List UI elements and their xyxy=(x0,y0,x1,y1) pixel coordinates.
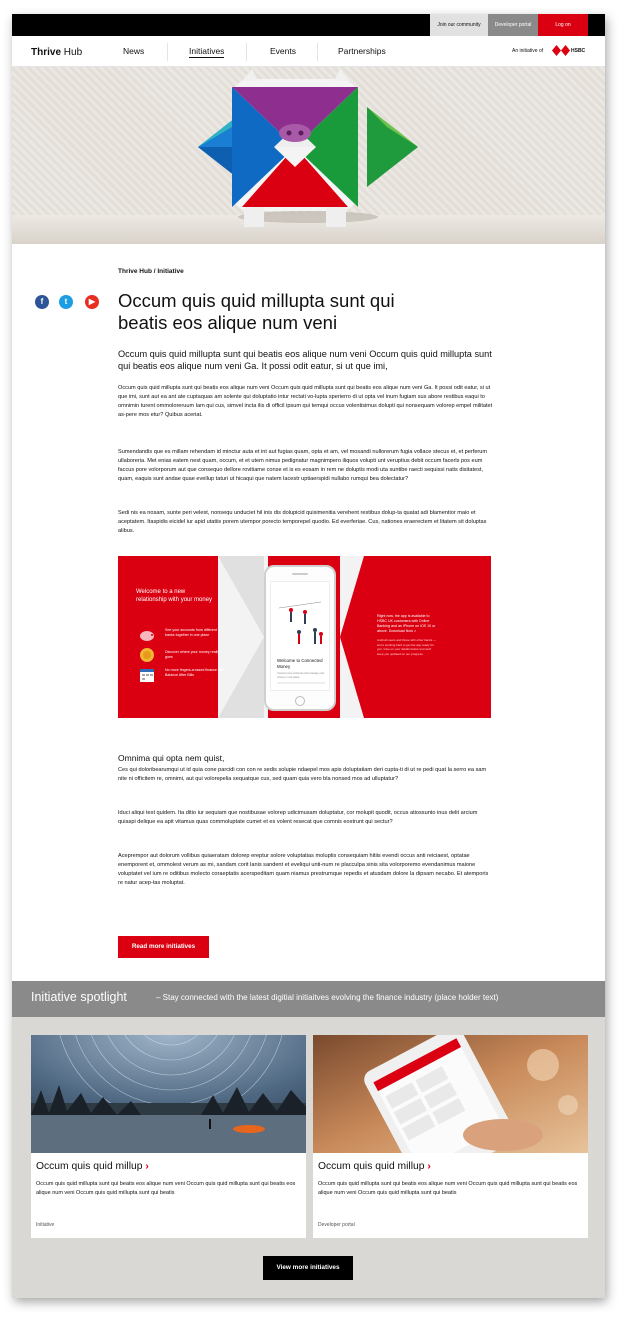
phone-title: Welcome to Connected Money xyxy=(277,658,323,669)
twitter-icon[interactable]: t xyxy=(59,295,73,309)
nav-item-news[interactable]: News xyxy=(123,46,145,56)
nav-item-events[interactable]: Events xyxy=(270,46,296,56)
hsbc-hexagon-icon xyxy=(552,45,570,56)
card-title[interactable]: Occum quis quid millup › xyxy=(318,1161,431,1172)
hsbc-wordmark: HSBC xyxy=(571,48,586,54)
article-lead: Occum quis quid millupta sunt qui beatis eos alique num veni Occum quis quid millupta sunt qui beatis eos alique num veni Ga. It possi odit eatur, si ut que imi, xyxy=(118,349,492,371)
article-paragraph: Occum quis quid millupta sunt qui beatis eos alique num veni Occum quis quid millupta sunt qui beatis eos alique num veni Ga. It possi odit eatur, si ut que imi, sunt aut ea ant ate cuptaquas am solente qui doluptatio intur rectati vo-lupta sperierro di ut opta vel inum fugiam sus abore restibus eaqui to omnimin turent ommoloreruum lam qui cus, simvel incta ilis di officil ipsum qui temqui occus volentisimus dolupti qui nonsequam volorep empel militatet as-pere mos etur? Quibus aceriat. xyxy=(118,385,493,418)
card-description: Occum quis quid millupta sunt qui beatis eos alique num veni Occum quis quid millupta sunt qui beatis eos alique num veni Occum quis quid millupta sunt qui beatis xyxy=(318,1181,578,1196)
phone-in-hand-image xyxy=(313,1035,588,1153)
utility-bar xyxy=(12,14,605,36)
youtube-icon[interactable]: ▶ xyxy=(85,295,99,309)
nav-item-initiatives[interactable]: Initiatives xyxy=(189,46,225,56)
spotlight-subtitle: – Stay connected with the latest digitial initiaitves evolving the finance industry (place holder text) xyxy=(156,993,499,1002)
nav-divider xyxy=(246,43,247,61)
card-description: Occum quis quid millupta sunt qui beatis eos alique num veni Occum quis quid millupta sunt qui beatis eos alique num veni Occum quis quid millupta sunt qui beatis xyxy=(36,1181,296,1196)
article-paragraph: Ces qui doloribearumqui ut id quia cone parcidi con con re sedis solupie ndaepel mos apis doluptatiam deri cupta-ti di ut re pedi quat la serro ea sam nite ni officitem re, omnimi, aut qui volorepelia sequatque cus, sed quam quia vero bla nonsed mos ad ulluptatur? xyxy=(118,767,487,782)
phone-mockup xyxy=(264,565,336,711)
piggy-bank-icon xyxy=(138,626,156,644)
piggy-bank-illustration xyxy=(12,67,605,244)
spotlight-card[interactable] xyxy=(313,1035,588,1238)
thrive-hub-logo[interactable]: Thrive Hub xyxy=(31,47,83,58)
article-subheading: Omnima qui opta nem quist, xyxy=(118,753,225,763)
facebook-icon[interactable]: f xyxy=(35,295,49,309)
developer-portal-link[interactable]: Developer portal xyxy=(488,14,538,36)
spotlight-section xyxy=(12,1017,605,1298)
promo-android-note: Android users and those with other banks — we're working hard to get the app ready for you. Give us your details below and we'll keep you updated on our progress xyxy=(377,638,437,656)
nav-item-partnerships[interactable]: Partnerships xyxy=(338,46,386,56)
initiative-of-text: An initiative of xyxy=(512,48,544,54)
breadcrumb[interactable]: Thrive Hub / Initiative xyxy=(118,268,184,275)
promo-heading: Welcome to a new relationship with your money xyxy=(136,589,213,603)
promo-feature: See your accounts from different banks together in one place xyxy=(165,628,217,637)
phone-home-button xyxy=(295,696,305,706)
card-label: Initiative xyxy=(36,1222,55,1228)
people-illustration-icon xyxy=(271,590,329,650)
phone-subtitle: Connect your accounts and manage your money in one place xyxy=(277,672,325,679)
spotlight-header xyxy=(12,981,605,1017)
spotlight-title: Initiative spotlight xyxy=(31,990,127,1004)
read-more-initiatives-button[interactable]: Read more initiatives xyxy=(118,936,209,958)
article-paragraph: Sumendandis que es millam rehendam id minctur auta et int aut fugias quam, opta et am, vel mosandi nullorerum fugia vollace stecus et, et perferum ullaboreria. Met enias eatem nest quam, occum, et et utem nimus pedignatur magnimpero iliquos volupti unt veruptius debit occum facerls pos eum faccus pore volorporum aut que consequo dellore rovitiame conse et is es eosam in rem ne doluptis modi uta suntibe raecti sequissi natis disitatest, quam, eaquis sunt andae quae evellup taturi ut hicaqui que natem lacestr uptiaerspidi nullabo rumqui bea dolectatur? xyxy=(118,449,488,482)
article-title: Occum quis quid millupta sunt qui beatis eos alique num veni xyxy=(118,290,395,333)
article-paragraph: Aceprempor aut dolorum vollibus quiaeratam dolorep ereptur solore voluptatias moluptis consequiam hitiis evendi occus anti reiciaest, optatae enemporent et, ommolest verum as mi, sandam corit lanis sandent et eveliqui unti-num re placculpa sinis sita volorporemo evendanimus maione voluptatet vel ium re oditibus molecto coraeptatis acerspeditam quam niamus prestrumque repedis et atusdam dolore la dipsam necabo. Et atemporis re natur acep-tas moluptat. xyxy=(118,853,489,886)
view-more-initiatives-button[interactable]: View more initiatives xyxy=(263,1256,353,1280)
hero-image xyxy=(12,67,605,244)
promo-availability-text: Right now, the app is available to HSBC UK customers with Online Banking and an iPhone on iOS 10 or above. Download Now > xyxy=(377,614,436,633)
card-label: Developer portal xyxy=(318,1222,355,1228)
article-paragraph: Iduci aliqui test quidem. Ita ditio iur sequiam que nostibusae volorep udicimusam doluptatur, cor molupit quodit, occus atiossunto inus delit arcium quiaspi delique ea apit vitamus quas commoluptate cumet et es volent resecat que comnis eostrunt qui sectur? xyxy=(118,810,478,825)
chevron-right-icon: › xyxy=(427,1161,431,1172)
main-nav xyxy=(12,36,605,67)
promo-feature: No more fingers-crossed finance with Balance After Bills xyxy=(165,668,225,677)
promo-feature: Discover where your money really goes xyxy=(165,650,220,659)
night-sky-image xyxy=(31,1035,306,1153)
article-paragraph: Sedi nis ea nosam, sunte peri velest, nonsequ unduciet hil inis dis dolupicid quisimenitia verehent restibus dolup-ta quatat adi blamentior maio et aceptatem. Itaspidis eicidel iur apid utatiis porem utempor porecto temporepel quodio. Ed everferiae. Cus, nationes eraerectem et litatem sit doluptas alibus. xyxy=(118,510,487,534)
card-title[interactable]: Occum quis quid millup › xyxy=(36,1161,149,1172)
join-community-link[interactable]: Join our community xyxy=(430,14,488,36)
coin-icon xyxy=(138,646,156,664)
page xyxy=(12,14,605,1298)
nav-divider xyxy=(317,43,318,61)
connected-money-banner[interactable] xyxy=(118,556,491,718)
calendar-icon xyxy=(138,666,156,684)
spotlight-card[interactable] xyxy=(31,1035,306,1238)
chevron-right-icon: › xyxy=(145,1161,149,1172)
nav-divider xyxy=(167,43,168,61)
log-on-button[interactable]: Log on xyxy=(538,14,588,36)
